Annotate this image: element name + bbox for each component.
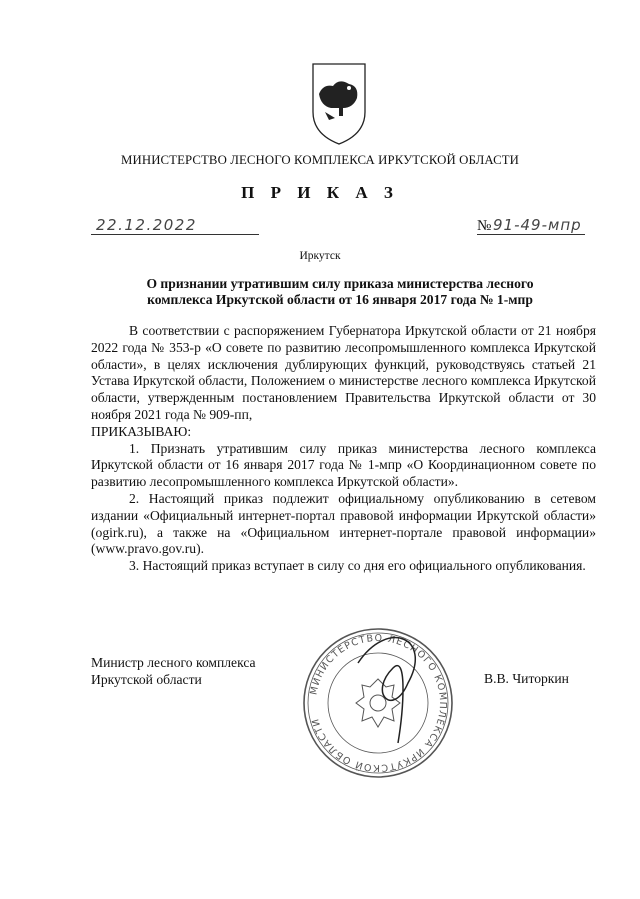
order-item-2: 2. Настоящий приказ подлежит официальному опубликованию в сетевом издании «Официальный интернет-портал правовой информации Иркутской области» (ogirk.ru), а также на «Официальном интернет-портале правовой информации» (www.pravo.gov.ru). <box>91 490 596 557</box>
number-sign: № <box>477 218 492 234</box>
subject-heading: О признании утратившим силу приказа министерства лесного комплекса Иркутской области от 16 января 2017 года № 1-мпр <box>146 276 534 307</box>
svg-text:МИНИСТЕРСТВО ЛЕСНОГО КОМПЛЕКСА: МИНИСТЕРСТВО ЛЕСНОГО КОМПЛЕКСА ИРКУТСКОЙ ОБЛАСТИ <box>308 632 449 774</box>
signatory-position-line2: Иркутской области <box>91 672 202 687</box>
preamble-paragraph: В соответствии с распоряжением Губернатора Иркутской области от 21 ноября 2022 года № 353-р «О совете по развитию лесопромышленного комплекса Иркутской области», в целях исключения дублирующих функций, руководствуясь статьей 21 Устава Иркутской области, Положением о министерстве лесного комплекса Иркутской области, утвержденным постановлением Правительства Иркутской области от 30 ноября 2021 года № 909-пп, <box>91 323 596 422</box>
document-date: 22.12.2022 <box>96 216 197 234</box>
signatory-position-line1: Министр лесного комплекса <box>91 655 256 670</box>
document-number: 91-49-мпр <box>493 216 582 234</box>
order-item-1: 1. Признать утратившим силу приказ министерства лесного комплекса Иркутской области от 16 января 2017 года № 1-мпр «О Координационном совете по развитию лесопромышленного комплекса Иркутской области». <box>91 440 596 490</box>
order-word: ПРИКАЗЫВАЮ: <box>91 423 192 439</box>
document-body <box>91 323 596 575</box>
document-title: П Р И К А З <box>241 183 399 202</box>
signatory-name: В.В. Читоркин <box>484 671 569 686</box>
number-underline <box>477 234 585 235</box>
order-item-3: 3. Настоящий приказ вступает в силу со дня его официального опубликования. <box>129 558 586 574</box>
signatory-position <box>91 654 256 688</box>
ministry-name: МИНИСТЕРСТВО ЛЕСНОГО КОМПЛЕКСА ИРКУТСКОЙ ОБЛАСТИ <box>121 153 519 167</box>
city: Иркутск <box>299 250 341 262</box>
official-seal-icon <box>298 623 458 783</box>
coat-of-arms-icon <box>299 54 379 148</box>
